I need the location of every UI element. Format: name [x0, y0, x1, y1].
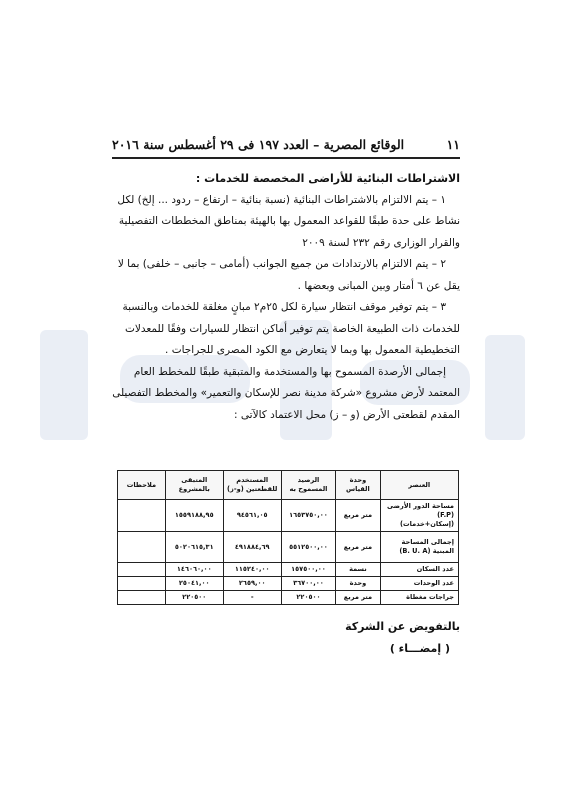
cell-notes [118, 577, 166, 591]
cell-remaining: ١٥٥٩١٨٨,٩٥ [165, 500, 223, 532]
col-header-allowed: الرصيد المسموح به [281, 471, 336, 500]
cell-unit: متر مربع [336, 532, 380, 563]
cell-remaining: ١٤٦٠٦٠,٠٠ [165, 563, 223, 577]
table-header-row [118, 471, 459, 500]
cell-allowed: ٢٢٠٥٠٠ [281, 591, 336, 605]
cell-notes [118, 532, 166, 563]
cell-notes [118, 591, 166, 605]
cell-allowed: ١٦٥٣٧٥٠,٠٠ [281, 500, 336, 532]
paragraph-1: ١ – يتم الالتزام بالاشتراطات البنائية (نسبة بنائية – ارتفاع – ردود ... إلخ) لكل نشاط على حدة طبقًا للقواعد المعمول بها بالهيئة بمناطق المخططات التفصيلية والقرار الوزارى رقم ٢٣٢ لسنة ٢٠٠٩ [117, 193, 460, 249]
cell-allowed: ٣٦٧٠٠,٠٠ [281, 577, 336, 591]
col-header-notes: ملاحظات [118, 471, 166, 500]
balances-table [117, 470, 459, 605]
cell-element: مساحة الدور الأرضى (F.P) (إسكان+خدمات) [380, 500, 458, 532]
cell-remaining: ٢٥٠٤١,٠٠ [165, 577, 223, 591]
paragraph-2: ٢ – يتم الالتزام بالارتدادات من جميع الجوانب (أمامى – جانبى – خلفى) بما لا يقل عن ٦ أمتار وبين المبانى وبعضها . [117, 258, 460, 292]
cell-allowed: ٥٥١٢٥٠٠,٠٠ [281, 532, 336, 563]
header-divider [112, 157, 460, 159]
cell-allowed: ١٥٧٥٠٠,٠٠ [281, 563, 336, 577]
table-row [118, 591, 459, 605]
section-title: الاشتراطات البنائية للأراضى المخصصة للخدمات : [195, 172, 460, 185]
paragraph-4: إجمالى الأرصدة المسموح بها والمستخدمة والمتبقية طبقًا للمخطط العام المعتمد لأرض مشروع «شركة مدينة نصر للإسكان والتعمير» والمخطط التفصيلى المقدم لقطعتى الأرض (و – ز) محل الاعتماد كالآتى : [112, 365, 460, 421]
cell-element: عدد الوحدات [380, 577, 458, 591]
col-header-used: المستخدم للقطعتين (و-ز) [223, 471, 281, 500]
cell-used: - [223, 591, 281, 605]
cell-used: ٩٤٥٦١,٠٥ [223, 500, 281, 532]
col-header-unit: وحدة القياس [336, 471, 380, 500]
col-header-element: العنصر [380, 471, 458, 500]
paragraph-3: ٣ – يتم توفير موقف انتظار سيارة لكل ٢٥م٢ مبانٍ مغلقة للخدمات وبالنسبة للخدمات ذات الطبيعة الخاصة يتم توفير أماكن انتظار للسيارات وفقًا للمعدلات التخطيطية المعمول بها وبما لا يتعارض مع الكود المصرى للجراجات . [122, 301, 460, 356]
cell-element: عدد السكان [380, 563, 458, 577]
cell-notes [118, 563, 166, 577]
header-title: الوقائع المصرية – العدد ١٩٧ فى ٢٩ أغسطس سنة ٢٠١٦ [112, 136, 405, 152]
document-body [112, 168, 460, 426]
cell-notes [118, 500, 166, 532]
cell-element: جراجات مغطاة [380, 591, 458, 605]
cell-used: ٤٩١٨٨٤,٦٩ [223, 532, 281, 563]
cell-unit: متر مربع [336, 500, 380, 532]
table-row [118, 532, 459, 563]
cell-used: ١١٥٢٤٠,٠٠ [223, 563, 281, 577]
cell-unit: وحدة [336, 577, 380, 591]
page-number: ١١ [446, 136, 460, 152]
delegation-line: بالتفويض عن الشركة [345, 620, 460, 633]
table-row [118, 577, 459, 591]
page-header [112, 133, 460, 155]
cell-remaining: ٥٠٢٠٦١٥,٣١ [165, 532, 223, 563]
col-header-remaining: المتبقى بالمشروع [165, 471, 223, 500]
cell-unit: نسمة [336, 563, 380, 577]
cell-element: إجمالى المساحة المبنية (B. U. A) [380, 532, 458, 563]
cell-used: ٢٦٥٩,٠٠ [223, 577, 281, 591]
cell-unit: متر مربع [336, 591, 380, 605]
table-row [118, 500, 459, 532]
signature-line: ( إمضـــاء ) [389, 642, 450, 655]
table-row [118, 563, 459, 577]
cell-remaining: ٢٢٠٥٠٠ [165, 591, 223, 605]
